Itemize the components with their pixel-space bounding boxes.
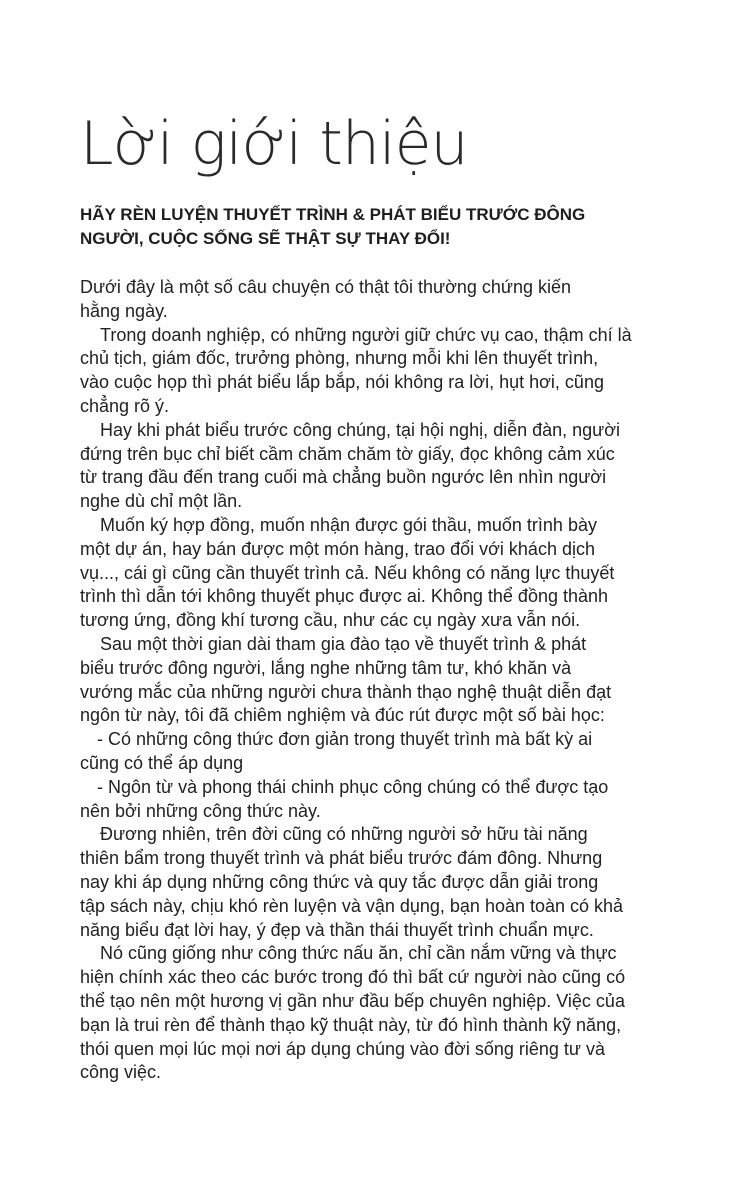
body-line: - Có những công thức đơn giản trong thuyết trình mà bất kỳ ai — [97, 729, 593, 750]
page-title: Lời giới thiệu — [80, 109, 468, 179]
body-line: năng biểu đạt lời hay, ý đẹp và thần thái thuyết trình chuẩn mực. — [80, 919, 594, 940]
body-line: Sau một thời gian dài tham gia đào tạo về thuyết trình & phát — [100, 633, 587, 654]
body-line: Muốn ký hợp đồng, muốn nhận được gói thầu, muốn trình bày — [100, 514, 597, 535]
body-line: từ trang đầu đến trang cuối mà chẳng buồn ngước lên nhìn người — [80, 467, 607, 488]
body-line: biểu trước đông người, lắng nghe những tâm tư, khó khăn và — [80, 657, 572, 678]
body-line: ngôn từ này, tôi đã chiêm nghiệm và đúc rút được một số bài học: — [80, 705, 605, 726]
body-line: tương ứng, đồng khí tương cầu, như các cụ ngày xưa vẫn nói. — [80, 610, 581, 631]
body-line: nay khi áp dụng những công thức và quy tắc được dẫn giải trong — [80, 871, 599, 892]
body-line: bạn là trui rèn để thành thạo kỹ thuật này, từ đó hình thành kỹ năng, — [80, 1014, 622, 1035]
body-line: thể tạo nên một hương vị gần như đầu bếp chuyên nghiệp. Việc của — [80, 990, 625, 1011]
body-line: Dưới đây là một số câu chuyện có thật tôi thường chứng kiến — [80, 277, 572, 297]
body-line: cũng có thể áp dụng — [80, 752, 244, 773]
body-line: hằng ngày. — [80, 300, 168, 321]
body-line: thiên bẩm trong thuyết trình và phát biểu trước đám đông. Nhưng — [80, 848, 603, 869]
body-line: Nó cũng giống như công thức nấu ăn, chỉ cần nắm vững và thực — [100, 943, 617, 964]
body-line: hiện chính xác theo các bước trong đó thì bất cứ người nào cũng có — [80, 967, 626, 988]
body-line: tập sách này, chịu khó rèn luyện và vận dụng, bạn hoàn toàn có khả — [80, 895, 624, 916]
body-line: vướng mắc của những người chưa thành thạo nghệ thuật diễn đạt — [80, 681, 612, 702]
body-line: - Ngôn từ và phong thái chinh phục công chúng có thể được tạo — [97, 776, 609, 797]
body-line: nên bởi những công thức này. — [80, 800, 321, 821]
body-line: nghe dù chỉ một lần. — [80, 491, 243, 512]
body-line: trình thì dẫn tới không thuyết phục được ai. Không thể đồng thành — [80, 586, 609, 607]
subtitle-line: NGƯỜI, CUỘC SỐNG SẼ THẬT SỰ THAY ĐỔI! — [80, 229, 451, 248]
body-line: Đương nhiên, trên đời cũng có những người sở hữu tài năng — [100, 824, 588, 845]
body-line: một dự án, hay bán được một món hàng, trao đổi với khách dịch — [80, 538, 595, 559]
body-line: công việc. — [80, 1062, 162, 1083]
body-line: thói quen mọi lúc mọi nơi áp dụng chúng vào đời sống riêng tư và — [80, 1038, 605, 1059]
body-line: vào cuộc họp thì phát biểu lắp bắp, nói không ra lời, hụt hơi, cũng — [80, 372, 604, 393]
body-line: đứng trên bục chỉ biết cầm chăm chăm tờ giấy, đọc không cảm xúc — [80, 443, 615, 464]
body-line: Trong doanh nghiệp, có những người giữ chức vụ cao, thậm chí là — [100, 324, 632, 345]
subtitle-line: HÃY RÈN LUYỆN THUYẾT TRÌNH & PHÁT BIỂU TRƯỚC ĐÔNG — [80, 205, 586, 224]
body-line: chẳng rõ ý. — [80, 395, 170, 416]
chapter-subtitle — [80, 203, 670, 251]
body-line: chủ tịch, giám đốc, trưởng phòng, nhưng mỗi khi lên thuyết trình, — [80, 348, 599, 369]
body-line: Hay khi phát biểu trước công chúng, tại hội nghị, diễn đàn, người — [100, 419, 621, 440]
body-line: vụ..., cái gì cũng cần thuyết trình cả. Nếu không có năng lực thuyết — [80, 562, 615, 583]
body-text — [80, 276, 680, 1085]
